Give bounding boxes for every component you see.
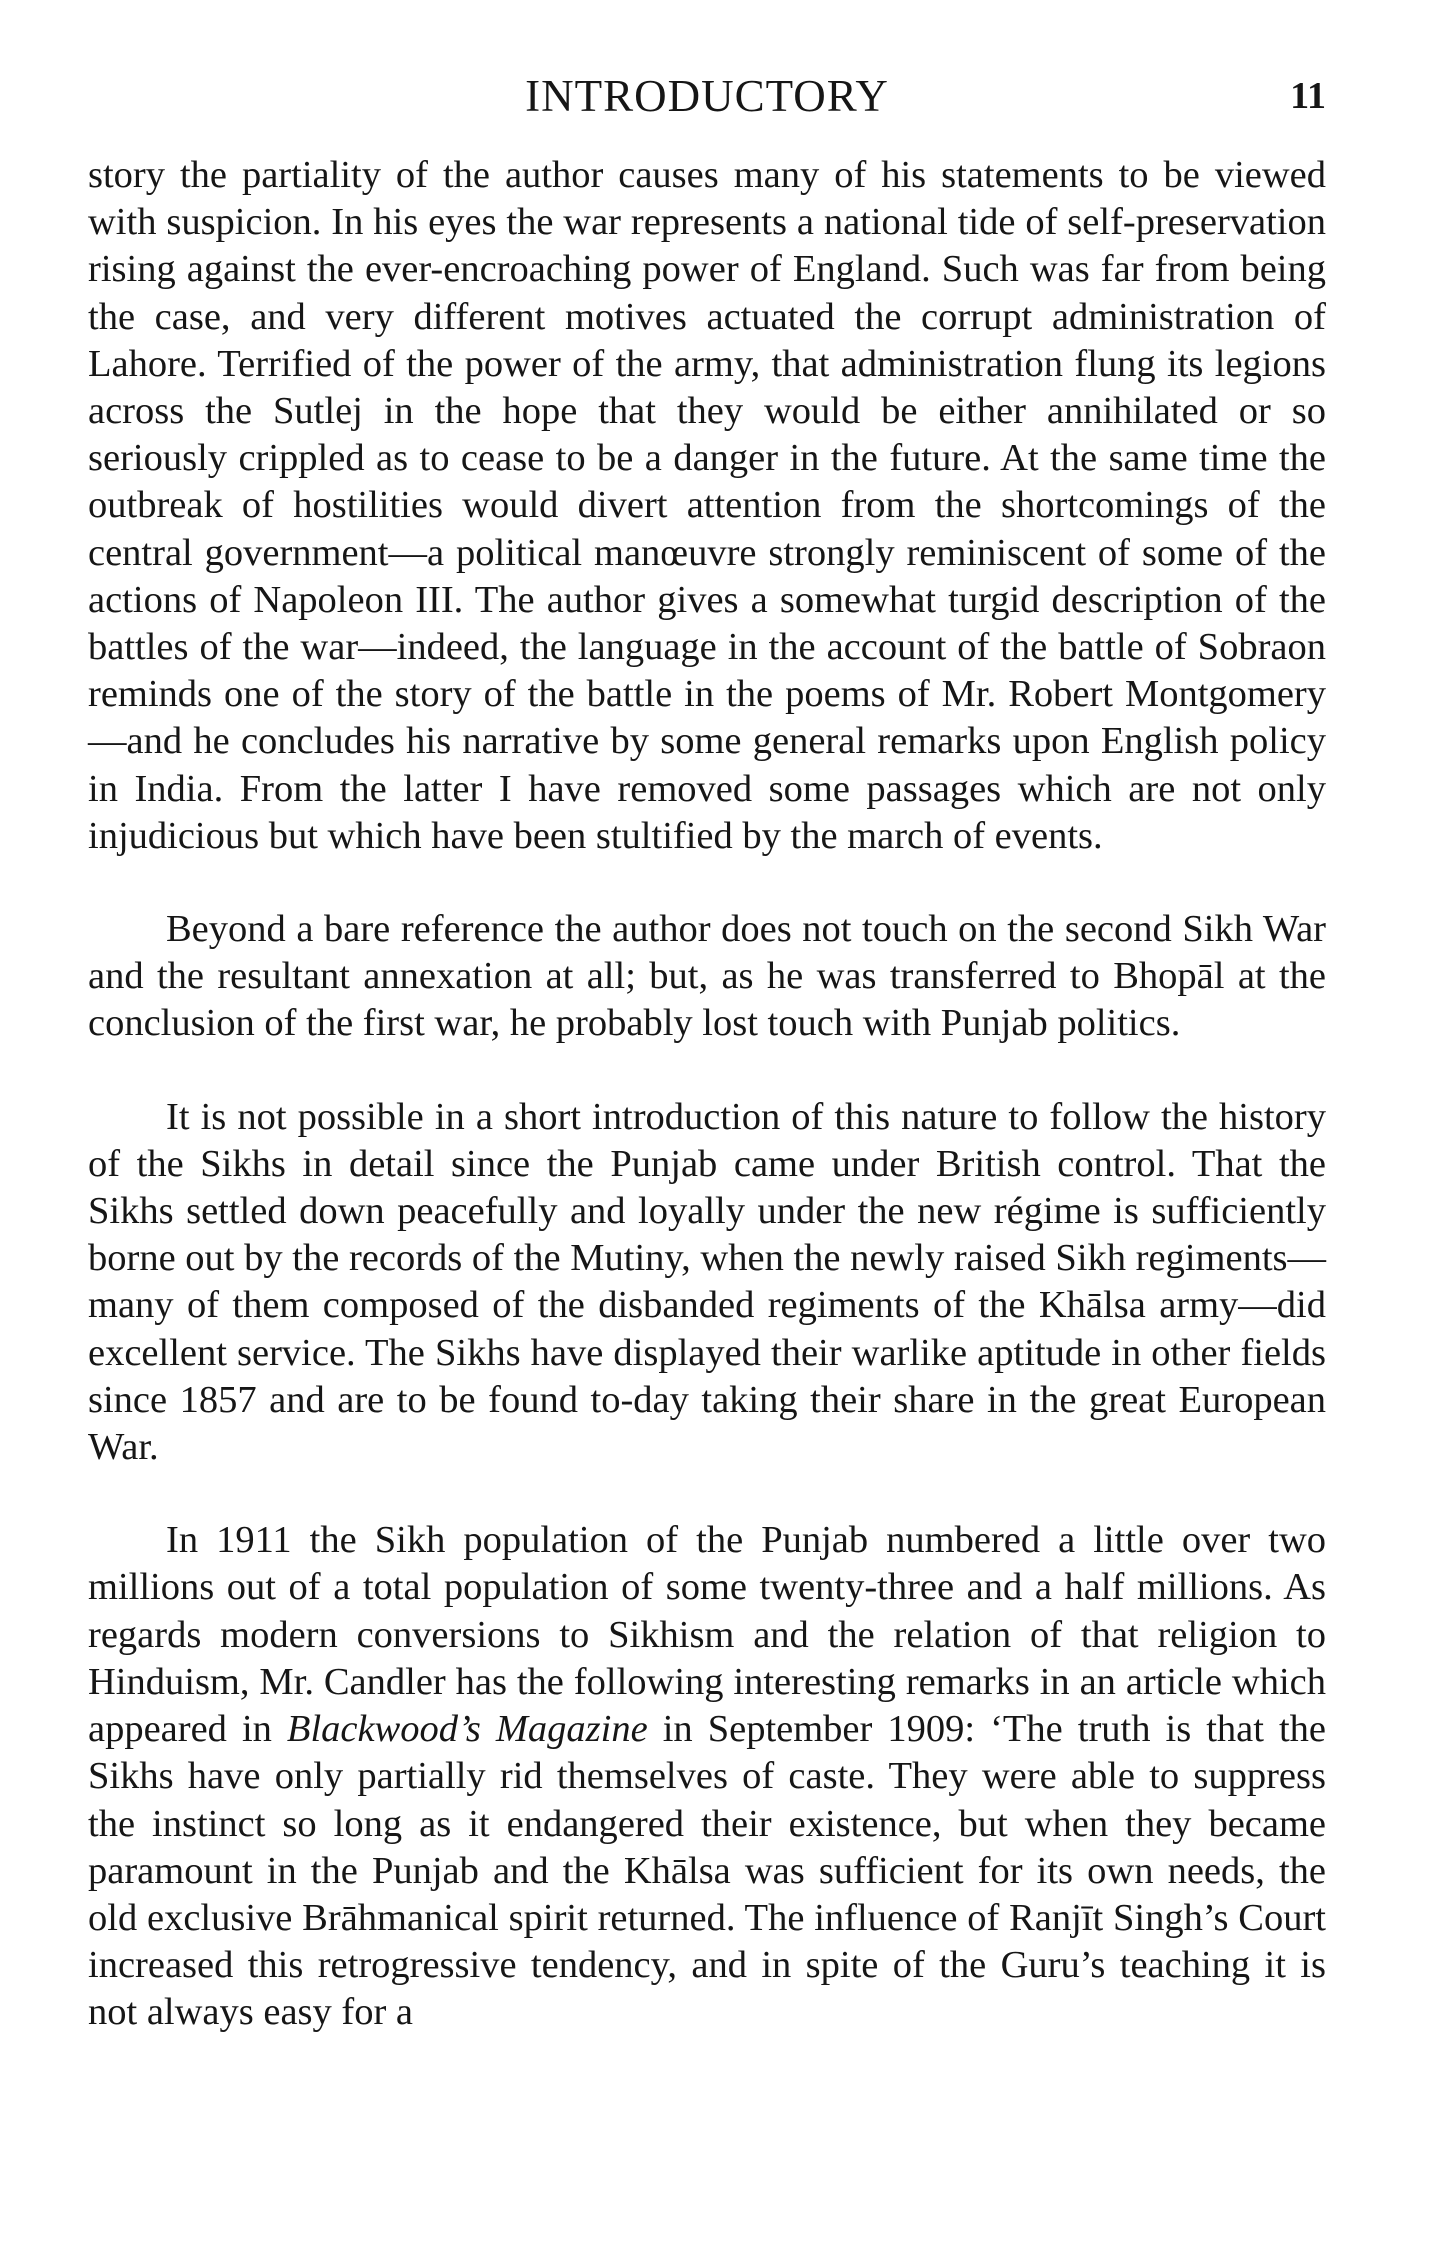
paragraph-3: It is not possible in a short introduction of this nature to follow the history of the Sikhs in detail since the Punjab came under British control. That the Sikhs settled down peacefully and loyally under the new régime is sufficiently borne out by the records of the Mutiny, when the newly raised Sikh regiments—many of them composed of the disbanded regiments of the Khālsa army—did excellent service. The Sikhs have displayed their warlike aptitude in other fields since 1857 and are to be found to-day taking their share in the great European War. (88, 1095, 1326, 1469)
paragraph-4-text-before: In 1911 the Sikh population of the Punjab numbered a little over two millions out of a total population of some twenty-three and a half millions. As regards modern conversions to Sikhism and the relation of that religion to Hinduism, Mr. Candler has the following interesting remarks in an article which appeared in (88, 1519, 1326, 1751)
running-title: INTRODUCTORY (525, 71, 889, 121)
page-header (88, 66, 1326, 126)
page-number: 11 (1290, 75, 1326, 117)
paragraph-4-text-after: in September 1909: ‘The truth is that the Sikhs have only partially rid themselves of caste. They were able to suppress the instinct so long as it endangered their existence, but when they became paramount in the Punjab and the Khālsa was sufficient for its own needs, the old exclusive Brāhmanical spirit returned. The influence of Ranjīt Singh’s Court increased this retrogressive tendency, and in spite of the Guru’s teaching it is not always easy for a (88, 1708, 1327, 2034)
magazine-title: Blackwood’s Magazine (286, 1708, 648, 1751)
paragraph-4 (88, 1517, 1326, 2036)
body-text (88, 152, 1326, 2037)
paragraph-1: story the partiality of the author causes many of his statements to be viewed with suspicion. In his eyes the war represents a national tide of self-preservation rising against the ever-encroaching power of England. Such was far from being the case, and very different motives actuated the corrupt administration of Lahore. Terrified of the power of the army, that administration flung its legions across the Sutlej in the hope that they would be either annihilated or so seriously crippled as to cease to be a danger in the future. At the same time the outbreak of hostilities would divert attention from the shortcomings of the central government—a political manœuvre strongly reminiscent of some of the actions of Napoleon III. The author gives a somewhat turgid description of the battles of the war—indeed, the language in the account of the battle of Sobraon reminds one of the story of the battle in the poems of Mr. Robert Montgomery—and he concludes his narrative by some general remarks upon English policy in India. From the latter I have removed some passages which are not only injudicious but which have been stultified by the march of events. (88, 154, 1326, 857)
paragraph-2: Beyond a bare reference the author does not touch on the second Sikh War and the resultant annexation at all; but, as he was transferred to Bhopāl at the conclusion of the first war, he probably lost touch with Punjab politics. (88, 908, 1326, 1045)
